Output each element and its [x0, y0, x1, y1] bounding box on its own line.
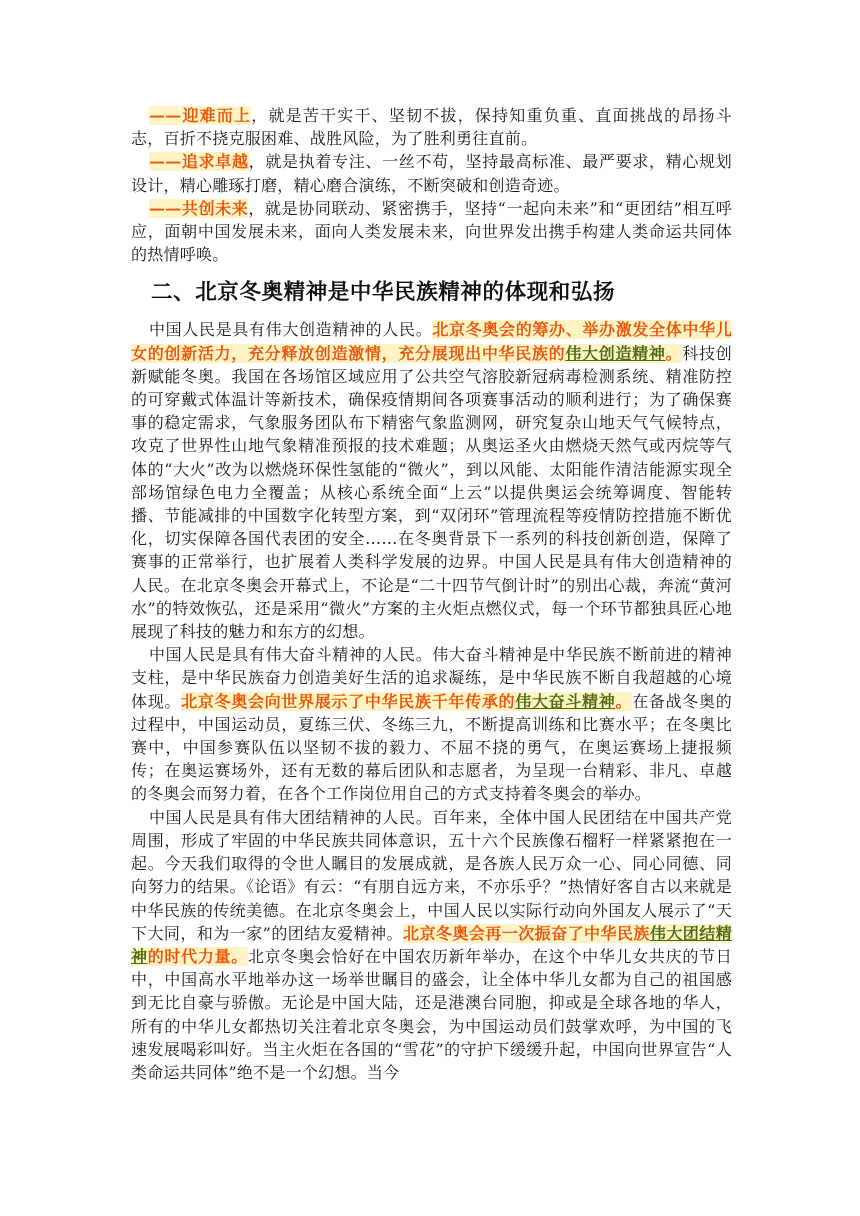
paragraph-text: 科技创新赋能冬奥。我国在各场馆区域应用了公共空气溶胶新冠病毒检测系统、精准防控的可穿戴式体温计等新技术，确保疫情期间各项赛事活动的顺利进行；为了确保赛事的稳定需求，气象服务团队布下精密气象监测网，研究复杂山地天气气候特点，攻克了世界性山地气象精准预报的技术难题；从奥运圣火由燃烧天然气或丙烷等气体的“大火”改为以燃烧环保性氢能的“微火”，到以风能、太阳能作清洁能源实现全部场馆绿色电力全覆盖；从核心系统全面“上云”以提供奥运会统筹调度、智能转播、节能减排的中国数字化转型方案，到“双闭环”管理流程等疫情防控措施不断优化，切实保障各国代表团的安全……在冬奥背景下一系列的科技创新创造，保障了赛事的正常举行，也扩展着人类科学发展的边界。中国人民是具有伟大创造精神的人民。在北京冬奥会开幕式上，不论是“二十四节气倒计时”的别出心裁，奔流“黄河水”的特效恢弘，还是采用“微火”方案的主火炬点燃仪式，每一个环节都独具匠心地展现了科技的魅力和东方的幻想。	[131, 343, 732, 642]
paragraph-text: 中国人民是具有伟大创造精神的人民。	[149, 320, 433, 340]
intro-item-zhui-qiu	[131, 150, 732, 196]
highlight-text: 的时代力量。	[147, 946, 248, 966]
section-heading: 二、北京冬奥精神是中华民族精神的体现和弘扬	[151, 280, 616, 306]
intro-item-body: ，就是协同联动、紧密携手，坚持“一起向未来”和“更团结”相互呼应，面朝中国发展未来，面向人类发展未来，向世界发出携手构建人类命运共同体的热情呼唤。	[131, 198, 732, 265]
keyword-highlight: 伟大创造精神	[565, 343, 666, 363]
paragraph-text: 北京冬奥会恰好在中国农历新年举办，在这个中华儿女共庆的节日中，中国高水平地举办这一场举世瞩目的盛会，让全体中华儿女都为自己的祖国感到无比自豪与骄傲。无论是中国大陆，还是港澳台同胞，抑或是全球各地的华人，所有的中华儿女都热切关注着北京冬奥会，为中国运动员们鼓掌欢呼，为中国的飞速发展喝彩叫好。当主火炬在各国的“雪花”的守护下缓缓升起，中国向世界宣告“人类命运共同体”绝不是一个幻想。当今	[131, 946, 732, 1082]
intro-item-ying-nan	[131, 104, 732, 150]
paragraph-unity-spirit	[131, 806, 732, 1084]
intro-item-body: ，就是苦干实干、坚韧不拔，保持知重负重、直面挑战的昂扬斗志，百折不挠克服困难、战胜风险，为了胜利勇往直前。	[131, 106, 732, 149]
highlight-text: 北京冬奥会再一次振奋了中华民族	[403, 923, 650, 943]
paragraph-text: 在备战冬奥的过程中，中国运动员，夏练三伏、冬练三九，不断提高训练和比赛水平；在冬奥比赛中，中国参赛队伍以坚韧不拔的毅力、不屈不挠的勇气，在奥运赛场上捷报频传；在奥运赛场外，还有无数的幕后团队和志愿者，为呈现一台精彩、非凡、卓越的冬奥会而努力着，在各个工作岗位用自己的方式支持着冬奥会的举办。	[131, 691, 732, 804]
highlight-text: 北京冬奥会的筹办、举办激发全体中华儿女的创新活力，充分释放创造激情，充分展现出中华民族的	[131, 320, 732, 363]
keyword-highlight: 伟大团结精神	[131, 923, 732, 966]
intro-item-lead: ——追求卓越	[149, 152, 249, 172]
intro-item-body: ，就是执着专注、一丝不苟，坚持最高标准、最严要求，精心规划设计，精心雕琢打磨，精心磨合演练，不断突破和创造奇迹。	[131, 152, 732, 195]
highlight-text: 。	[615, 691, 633, 711]
paragraph-text: 中国人民是具有伟大奋斗精神的人民。伟大奋斗精神是中华民族不断前进的精神支柱，是中华民族奋力创造美好生活的追求凝练，是中华民族不断自我超越的心境体现。	[131, 645, 732, 711]
paragraph-struggle-spirit	[131, 643, 732, 805]
highlight-text: 北京冬奥会向世界展示了中华民族千年传承的	[181, 691, 516, 711]
paragraph-text: 中国人民是具有伟大团结精神的人民。百年来，全体中国人民团结在中国共产党周围，形成了牢固的中华民族共同体意识，五十六个民族像石榴籽一样紧紧抱在一起。今天我们取得的令世人瞩目的发展成就，是各族人民万众一心、同心同德、同向努力的结果。《论语》有云：“有朋自远方来，不亦乐乎？”热情好客自古以来就是中华民族的传统美德。在北京冬奥会上，中国人民以实际行动向外国友人展示了“天下大同，和为一家”的团结友爱精神。	[131, 807, 732, 943]
keyword-highlight: 伟大奋斗精神	[515, 691, 616, 711]
highlight-text: 。	[665, 343, 683, 363]
intro-item-lead: ——共创未来	[149, 198, 249, 218]
intro-item-lead: ——迎难而上	[149, 106, 252, 125]
intro-item-gong-chuang	[131, 197, 732, 267]
paragraph-creation-spirit	[131, 318, 732, 643]
